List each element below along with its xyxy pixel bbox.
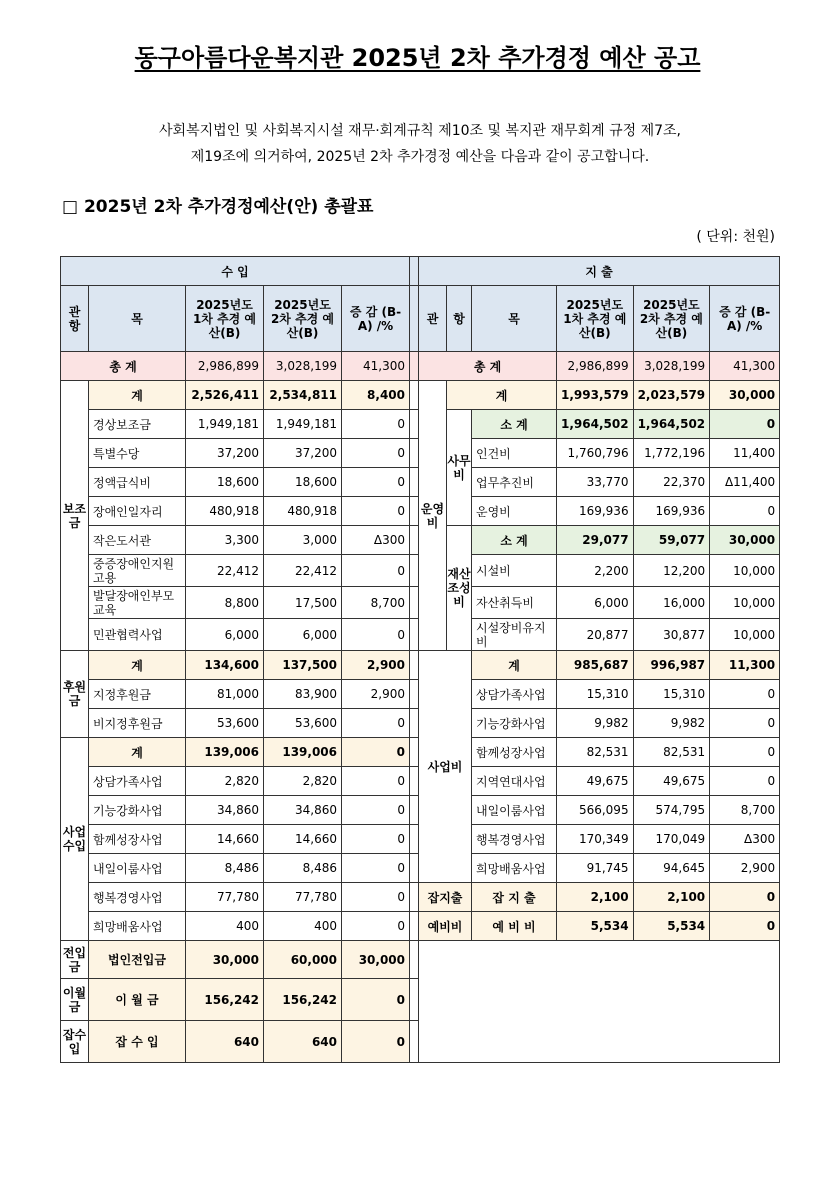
cell: 9,982	[557, 709, 634, 738]
cell: 시설비	[472, 555, 557, 587]
cell: 156,242	[264, 979, 342, 1021]
expense-header: 지 출	[419, 257, 780, 286]
cell: 640	[264, 1021, 342, 1063]
income-header: 수 입	[61, 257, 410, 286]
cell: 137,500	[264, 651, 342, 680]
cell: 170,349	[557, 825, 634, 854]
cell: 0	[342, 619, 410, 651]
cell: 1,760,796	[557, 439, 634, 468]
cell: 행복경영사업	[472, 825, 557, 854]
cell: 계	[89, 651, 186, 680]
cell: 8,400	[342, 381, 410, 410]
grand-total-row	[61, 352, 780, 381]
cell: 10,000	[710, 587, 780, 619]
cell: 법인전입금	[89, 941, 186, 979]
cell: 2,820	[264, 767, 342, 796]
empty-area	[419, 941, 780, 1063]
cell: 상담가족사업	[472, 680, 557, 709]
cell: 2,526,411	[186, 381, 264, 410]
cell: 49,675	[557, 767, 634, 796]
cell: 18,600	[264, 468, 342, 497]
income-group-misc: 잡수입	[61, 1021, 89, 1063]
cell: Δ300	[710, 825, 780, 854]
cell: 계	[89, 381, 186, 410]
cell: 내일이룸사업	[89, 854, 186, 883]
cell: 정액급식비	[89, 468, 186, 497]
cell: 8,800	[186, 587, 264, 619]
cell: 640	[186, 1021, 264, 1063]
cell: 5,534	[557, 912, 634, 941]
cell: 2,986,899	[186, 352, 264, 381]
cell: 내일이룸사업	[472, 796, 557, 825]
cell: 비지정후원금	[89, 709, 186, 738]
cell: 지역연대사업	[472, 767, 557, 796]
cell: 기능강화사업	[472, 709, 557, 738]
cell: 2,100	[633, 883, 710, 912]
cell: 82,531	[557, 738, 634, 767]
expense-group-operation: 운영비	[419, 381, 447, 651]
cell: 0	[342, 883, 410, 912]
cell: 함께성장사업	[89, 825, 186, 854]
income-group-donation: 후원금	[61, 651, 89, 738]
cell: 15,310	[557, 680, 634, 709]
cell: 480,918	[186, 497, 264, 526]
cell: 0	[342, 979, 410, 1021]
cell: 34,860	[264, 796, 342, 825]
cell: 985,687	[557, 651, 634, 680]
cell: 0	[710, 738, 780, 767]
cell: 60,000	[264, 941, 342, 979]
income-group-subsidy: 보조금	[61, 381, 89, 651]
cell: 14,660	[264, 825, 342, 854]
cell: 574,795	[633, 796, 710, 825]
cell: 1,949,181	[264, 410, 342, 439]
cell: 2,023,579	[633, 381, 710, 410]
cell: 0	[342, 555, 410, 587]
cell: 400	[186, 912, 264, 941]
cell: 3,028,199	[633, 352, 710, 381]
cell: 53,600	[264, 709, 342, 738]
unit-note: ( 단위: 천원)	[696, 229, 775, 245]
cell: 12,200	[633, 555, 710, 587]
cell: 계	[472, 651, 557, 680]
cell: 희망배움사업	[89, 912, 186, 941]
cell: 53,600	[186, 709, 264, 738]
cell: 18,600	[186, 468, 264, 497]
cell: 0	[710, 709, 780, 738]
cell: 41,300	[342, 352, 410, 381]
cell: 82,531	[633, 738, 710, 767]
cell: 0	[342, 825, 410, 854]
col-diff-expense: 증 감 (B-A) /%	[710, 286, 780, 352]
cell: 6,000	[186, 619, 264, 651]
cell: 170,049	[633, 825, 710, 854]
cell: 29,077	[557, 526, 634, 555]
cell: 2,534,811	[264, 381, 342, 410]
cell: 민관협력사업	[89, 619, 186, 651]
cell: 0	[342, 439, 410, 468]
cell: 22,412	[264, 555, 342, 587]
cell: 0	[342, 796, 410, 825]
cell: 91,745	[557, 854, 634, 883]
col-mok: 목	[89, 286, 186, 352]
cell: 81,000	[186, 680, 264, 709]
col-mok-expense: 목	[472, 286, 557, 352]
cell: 5,534	[633, 912, 710, 941]
col-diff: 증 감 (B-A) /%	[342, 286, 410, 352]
header-row-2	[61, 286, 780, 352]
cell: 33,770	[557, 468, 634, 497]
expense-group-reserve: 예비비	[419, 912, 472, 941]
cell: 희망배움사업	[472, 854, 557, 883]
cell: 1,964,502	[557, 410, 634, 439]
cell: 10,000	[710, 555, 780, 587]
cell: 1,772,196	[633, 439, 710, 468]
cell: 0	[710, 767, 780, 796]
income-group-business: 사업수입	[61, 738, 89, 941]
table-row	[61, 651, 780, 680]
col-budget-1-expense: 2025년도 1차 추경 예산(B)	[557, 286, 634, 352]
cell: 2,820	[186, 767, 264, 796]
cell: 인건비	[472, 439, 557, 468]
table-row	[61, 381, 780, 410]
cell: 작은도서관	[89, 526, 186, 555]
cell: 상담가족사업	[89, 767, 186, 796]
page-title: 동구아름다운복지관 2025년 2차 추가경정 예산 공고	[134, 44, 701, 72]
cell: 잡 수 입	[89, 1021, 186, 1063]
intro-line-1: 사회복지법인 및 사회복지시설 재무·회계규칙 제10조 및 복지관 재무회계 규정 제7조,	[159, 123, 681, 139]
income-group-carryover: 이월금	[61, 979, 89, 1021]
cell: 94,645	[633, 854, 710, 883]
expense-group-misc: 잡지출	[419, 883, 472, 912]
cell: 업무추진비	[472, 468, 557, 497]
cell: 59,077	[633, 526, 710, 555]
cell: 16,000	[633, 587, 710, 619]
cell: 운영비	[472, 497, 557, 526]
cell: 발달장애인부모교육	[89, 587, 186, 619]
cell: Δ300	[342, 526, 410, 555]
cell: 2,200	[557, 555, 634, 587]
cell: 계	[447, 381, 557, 410]
cell: Δ11,400	[710, 468, 780, 497]
cell: 996,987	[633, 651, 710, 680]
cell: 0	[342, 767, 410, 796]
cell: 9,982	[633, 709, 710, 738]
cell: 139,006	[264, 738, 342, 767]
header-row-1	[61, 257, 780, 286]
cell: 30,000	[710, 526, 780, 555]
cell: 이 월 금	[89, 979, 186, 1021]
cell: 중증장애인지원고용	[89, 555, 186, 587]
cell: 8,700	[342, 587, 410, 619]
intro-text	[40, 118, 800, 170]
grand-total-label: 총 계	[61, 352, 186, 381]
cell: 소 계	[472, 526, 557, 555]
expense-group-business: 사업비	[419, 651, 472, 883]
cell: 77,780	[186, 883, 264, 912]
cell: 0	[342, 709, 410, 738]
cell: 소 계	[472, 410, 557, 439]
cell: 8,486	[264, 854, 342, 883]
grand-total-label-expense: 총 계	[419, 352, 557, 381]
cell: 17,500	[264, 587, 342, 619]
cell: 156,242	[186, 979, 264, 1021]
cell: 1,949,181	[186, 410, 264, 439]
cell: 0	[342, 468, 410, 497]
cell: 예 비 비	[472, 912, 557, 941]
cell: 30,000	[342, 941, 410, 979]
cell: 잡 지 출	[472, 883, 557, 912]
table-row	[61, 941, 780, 979]
section-title: □ 2025년 2차 추가경정예산(안) 총괄표	[62, 197, 374, 217]
cell: 0	[342, 854, 410, 883]
cell: 경상보조금	[89, 410, 186, 439]
cell: 30,000	[710, 381, 780, 410]
cell: 1,964,502	[633, 410, 710, 439]
cell: 566,095	[557, 796, 634, 825]
cell: 6,000	[264, 619, 342, 651]
cell: 8,700	[710, 796, 780, 825]
cell: 0	[710, 680, 780, 709]
cell: 2,900	[342, 651, 410, 680]
cell: 0	[710, 497, 780, 526]
cell: 시설장비유지비	[472, 619, 557, 651]
cell: 400	[264, 912, 342, 941]
cell: 15,310	[633, 680, 710, 709]
cell: 1,993,579	[557, 381, 634, 410]
cell: 169,936	[557, 497, 634, 526]
cell: 30,877	[633, 619, 710, 651]
col-budget-1: 2025년도 1차 추경 예산(B)	[186, 286, 264, 352]
cell: 480,918	[264, 497, 342, 526]
col-gwanhang: 관 항	[61, 286, 89, 352]
cell: 30,000	[186, 941, 264, 979]
cell: 139,006	[186, 738, 264, 767]
cell: 37,200	[186, 439, 264, 468]
cell: 계	[89, 738, 186, 767]
cell: 41,300	[710, 352, 780, 381]
col-budget-2: 2025년도 2차 추경 예산(B)	[264, 286, 342, 352]
cell: 0	[710, 410, 780, 439]
cell: 0	[710, 912, 780, 941]
cell: 0	[342, 738, 410, 767]
cell: 특별수당	[89, 439, 186, 468]
cell: 기능강화사업	[89, 796, 186, 825]
cell: 6,000	[557, 587, 634, 619]
intro-line-2: 제19조에 의거하여, 2025년 2차 추가경정 예산을 다음과 같이 공고합니다.	[190, 149, 650, 165]
cell: 0	[342, 410, 410, 439]
cell: 함께성장사업	[472, 738, 557, 767]
cell: 20,877	[557, 619, 634, 651]
cell: 8,486	[186, 854, 264, 883]
cell: 169,936	[633, 497, 710, 526]
cell: 34,860	[186, 796, 264, 825]
cell: 22,412	[186, 555, 264, 587]
col-hang: 항	[447, 286, 472, 352]
cell: 2,900	[710, 854, 780, 883]
cell: 3,028,199	[264, 352, 342, 381]
income-group-transfer: 전입금	[61, 941, 89, 979]
col-budget-2-expense: 2025년도 2차 추경 예산(B)	[633, 286, 710, 352]
cell: 2,986,899	[557, 352, 634, 381]
cell: 지정후원금	[89, 680, 186, 709]
cell: 0	[342, 497, 410, 526]
expense-group-personnel: 사무비	[447, 410, 472, 526]
cell: 장애인일자리	[89, 497, 186, 526]
cell: 22,370	[633, 468, 710, 497]
table-row	[61, 883, 780, 912]
cell: 49,675	[633, 767, 710, 796]
cell: 10,000	[710, 619, 780, 651]
table-row	[61, 912, 780, 941]
col-gwan: 관	[419, 286, 447, 352]
cell: 0	[342, 1021, 410, 1063]
cell: 83,900	[264, 680, 342, 709]
cell: 2,900	[342, 680, 410, 709]
cell: 2,100	[557, 883, 634, 912]
cell: 3,300	[186, 526, 264, 555]
expense-group-property: 재산조성비	[447, 526, 472, 651]
cell: 14,660	[186, 825, 264, 854]
cell: 행복경영사업	[89, 883, 186, 912]
cell: 77,780	[264, 883, 342, 912]
cell: 0	[342, 912, 410, 941]
cell: 3,000	[264, 526, 342, 555]
cell: 37,200	[264, 439, 342, 468]
cell: 134,600	[186, 651, 264, 680]
cell: 자산취득비	[472, 587, 557, 619]
cell: 11,300	[710, 651, 780, 680]
budget-summary-table	[60, 256, 780, 1063]
cell: 11,400	[710, 439, 780, 468]
cell: 0	[710, 883, 780, 912]
